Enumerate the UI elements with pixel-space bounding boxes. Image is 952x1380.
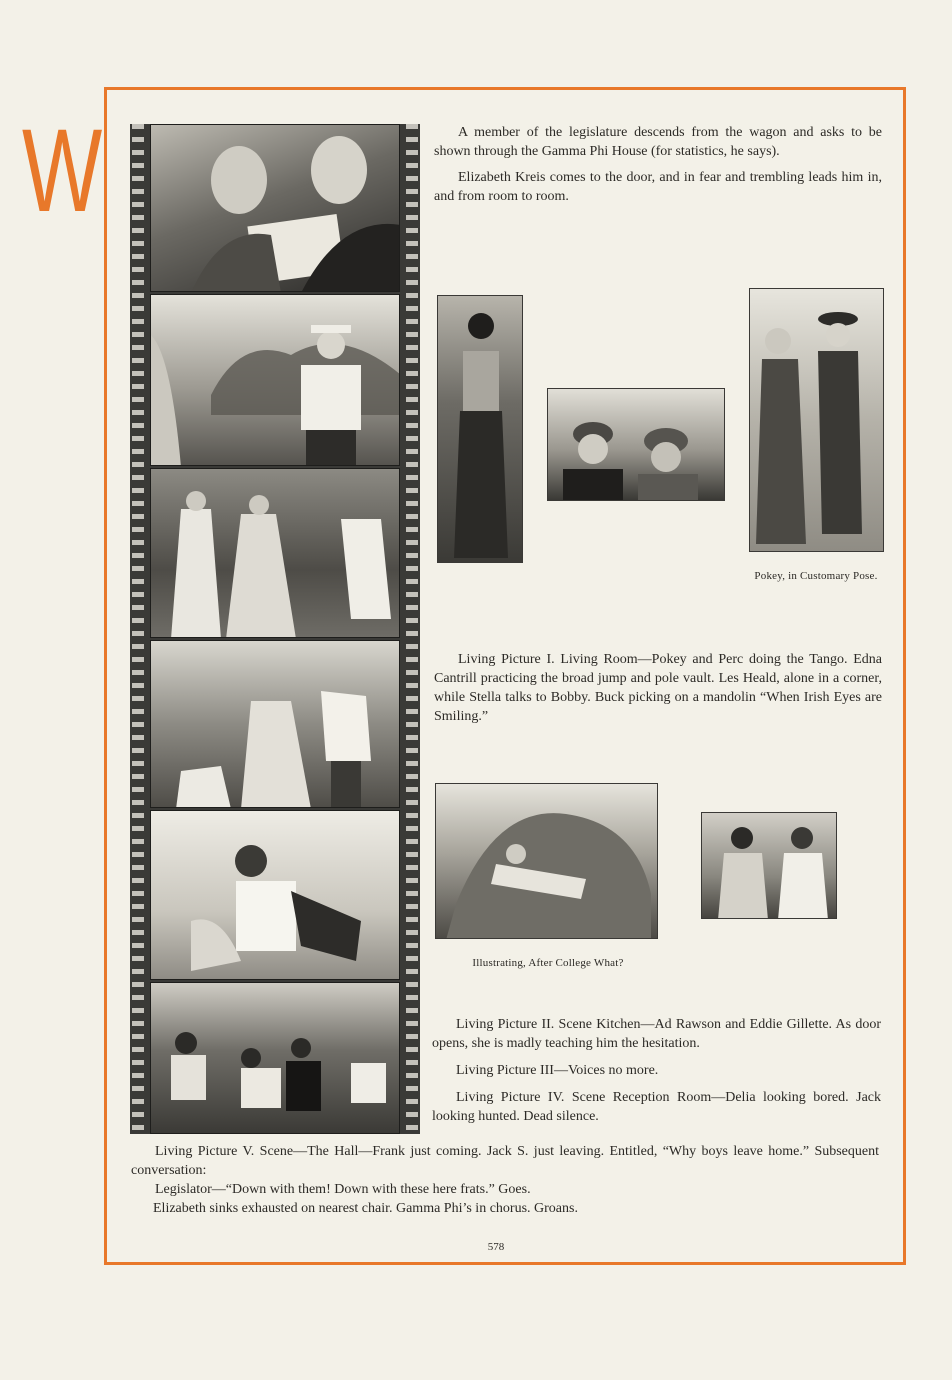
caption-pokey: Pokey, in Customary Pose. [754,570,878,582]
intro-paragraph-2: Elizabeth Kreis comes to the door, and in fear and trembling leads him in, and from room to room. [434,170,882,204]
photo-haystack [435,783,658,939]
film-strip [130,124,420,1134]
drop-cap-initial: W [22,105,103,237]
film-perforations-right [406,124,418,1134]
film-photo-4 [150,640,400,808]
living-picture-2: Living Picture II. Scene Kitchen—Ad Rawson and Eddie Gillette. As door opens, she is madly teaching him the hesitation. [432,1017,881,1051]
photo-couple-reading-icon [151,125,400,292]
two-girls-icon [548,389,725,501]
intro-text [434,123,882,206]
photo-kitchen-scene [701,812,837,919]
photo-two-girls-caps [547,388,725,501]
film-photo-5 [150,810,400,980]
living-picture-4: Living Picture IV. Scene Reception Room—Delia looking bored. Jack looking hunted. Dead silence. [432,1090,881,1124]
photo-pokey-couple [749,288,884,552]
living-pictures-2-4 [432,1015,881,1126]
film-photo-6 [150,982,400,1134]
photo-group-sitting-icon [151,811,400,980]
film-perforations-left [132,124,144,1134]
kitchen-two-women-icon [702,813,837,919]
closing-text [131,1142,879,1218]
legislator-line: Legislator—“Down with them! Down with these here frats.” Goes. [155,1182,531,1197]
photo-figures-outdoors-icon [151,641,400,808]
caption-after-college: Illustrating, After College What? [472,957,624,969]
photo-woman-standing [437,295,523,563]
couple-standing-icon [750,289,884,552]
photo-picnic-group-icon [151,983,400,1134]
photo-man-in-boater-icon [151,295,400,466]
living-picture-3: Living Picture III—Voices no more. [456,1063,659,1078]
closing-line: Elizabeth sinks exhausted on nearest chair. Gamma Phi’s in chorus. Groans. [153,1201,578,1216]
film-photo-2 [150,294,400,466]
living-picture-1-text: Living Picture I. Living Room—Pokey and Perc doing the Tango. Edna Cantrill practicing the broad jump and pole vault. Les Heald, alone in a corner, while Stella talks to Bobby. Buck picking on a mandolin “When Irish Eyes are Smiling.” [434,652,882,724]
film-photo-3 [150,468,400,638]
living-picture-1 [434,650,882,726]
living-picture-5: Living Picture V. Scene—The Hall—Frank just coming. Jack S. just leaving. Entitled, “Why boys leave home.” Subsequent conversation: [131,1144,879,1178]
woman-standing-icon [438,296,523,563]
photo-women-in-garden-icon [151,469,400,638]
haystack-nap-icon [436,784,658,939]
film-photo-1 [150,124,400,292]
page-number: 578 [487,1241,505,1253]
intro-paragraph-1: A member of the legislature descends from the wagon and asks to be shown through the Gamma Phi House (for statistics, he says). [434,125,882,159]
